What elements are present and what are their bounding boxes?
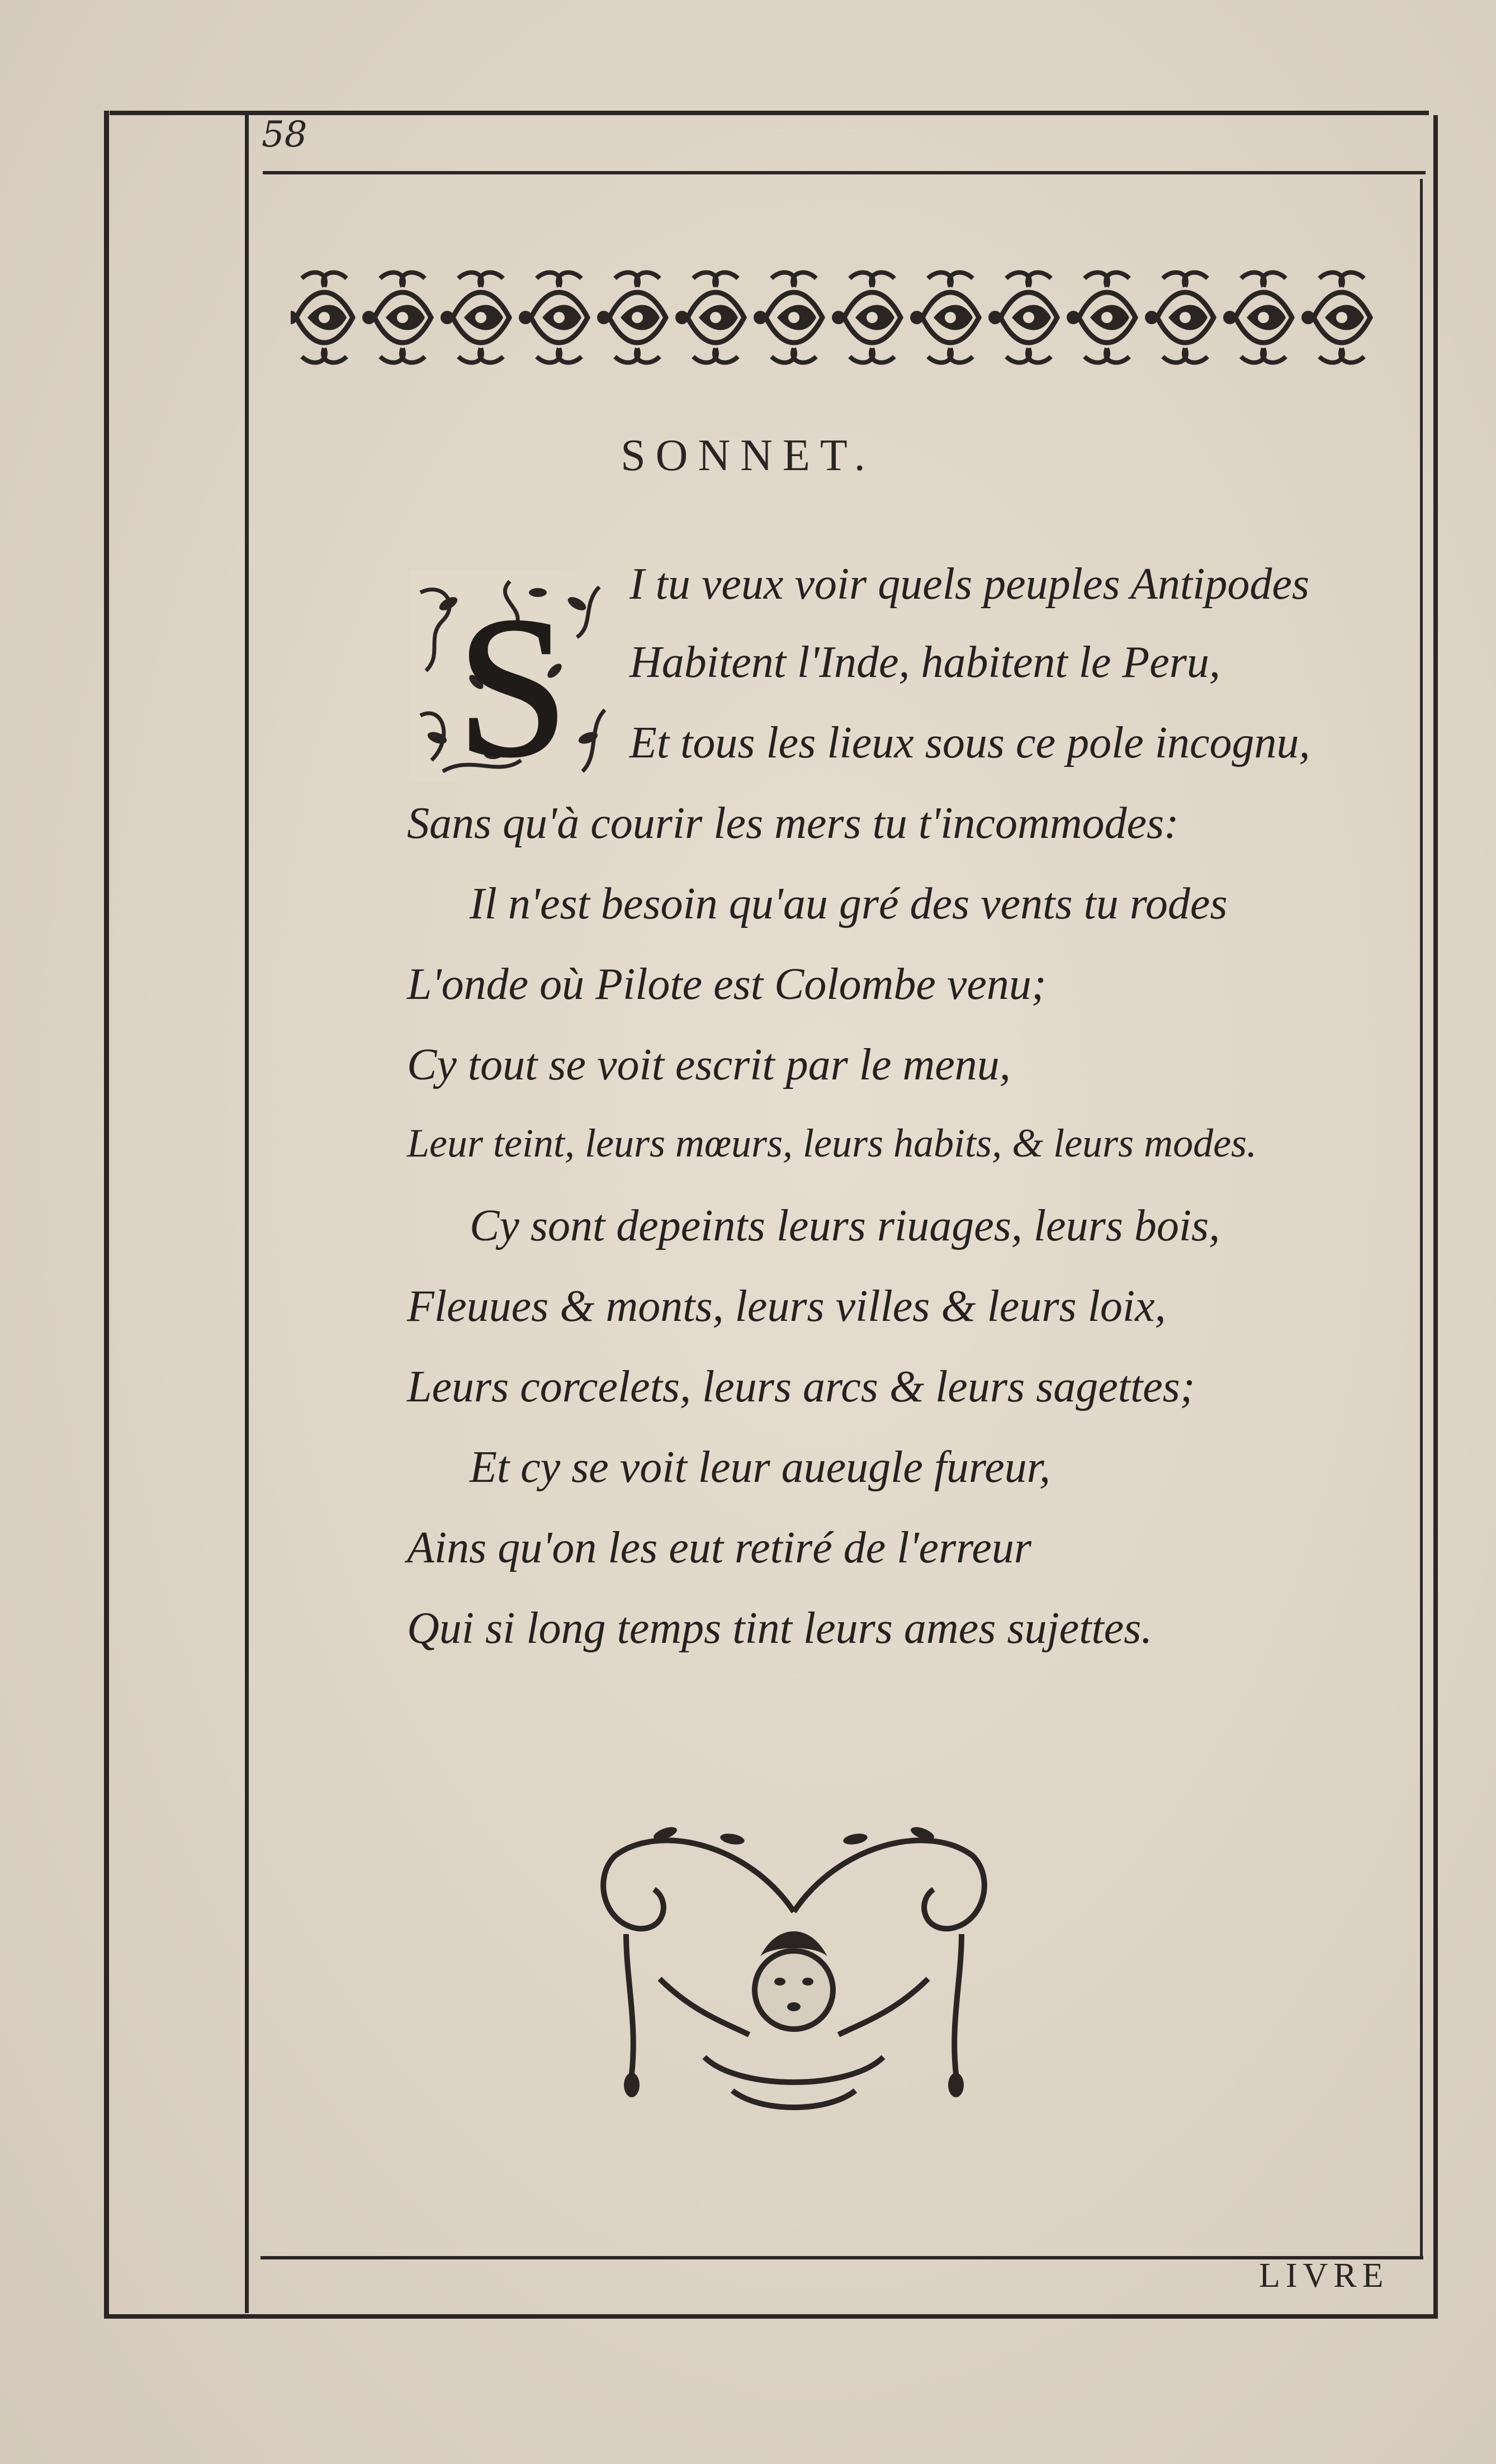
verse-line: Cy sont depeints leurs riuages, leurs bois, [470, 1201, 1220, 1250]
frame-outer-top [110, 111, 1429, 115]
frame-inner-right [1420, 179, 1423, 2258]
verse-line: Sans qu'à courir les mers tu t'incommodes: [407, 799, 1179, 848]
verse-line: Fleuues & monts, leurs villes & leurs loix, [407, 1282, 1166, 1331]
verse-line: Qui si long temps tint leurs ames sujettes. [407, 1604, 1153, 1653]
verse-line: L'onde où Pilote est Colombe venu; [407, 960, 1047, 1009]
ornament-band [291, 262, 1408, 373]
dropcap-s [409, 570, 616, 783]
verse-line: I tu veux voir quels peuples Antipodes [629, 560, 1310, 609]
verse-line: Leur teint, leurs mœurs, leurs habits, & leurs modes. [407, 1121, 1257, 1165]
page-number: 58 [262, 114, 307, 155]
tailpiece-ornament [593, 1811, 995, 2124]
verse-line: Et cy se voit leur aueugle fureur, [470, 1443, 1050, 1492]
verse-line: Habitent l'Inde, habitent le Peru, [629, 638, 1220, 687]
frame-header-rule [263, 171, 1426, 174]
sonnet-title: SONNET. [621, 431, 875, 480]
dropcap-letter: S [456, 575, 569, 783]
verse-line: Et tous les lieux sous ce pole incognu, [629, 718, 1310, 767]
verse-line: Il n'est besoin qu'au gré des vents tu rodes [470, 879, 1228, 928]
verse-line: Leurs corcelets, leurs arcs & leurs sagettes; [407, 1362, 1195, 1411]
verse-line: Ains qu'on les eut retiré de l'erreur [407, 1523, 1031, 1572]
frame-bottom-rule [261, 2256, 1423, 2259]
frame-outer-bottom [104, 2314, 1438, 2319]
catchword: LIVRE [1259, 2257, 1389, 2295]
verse-line: Cy tout se voit escrit par le menu, [407, 1040, 1011, 1089]
